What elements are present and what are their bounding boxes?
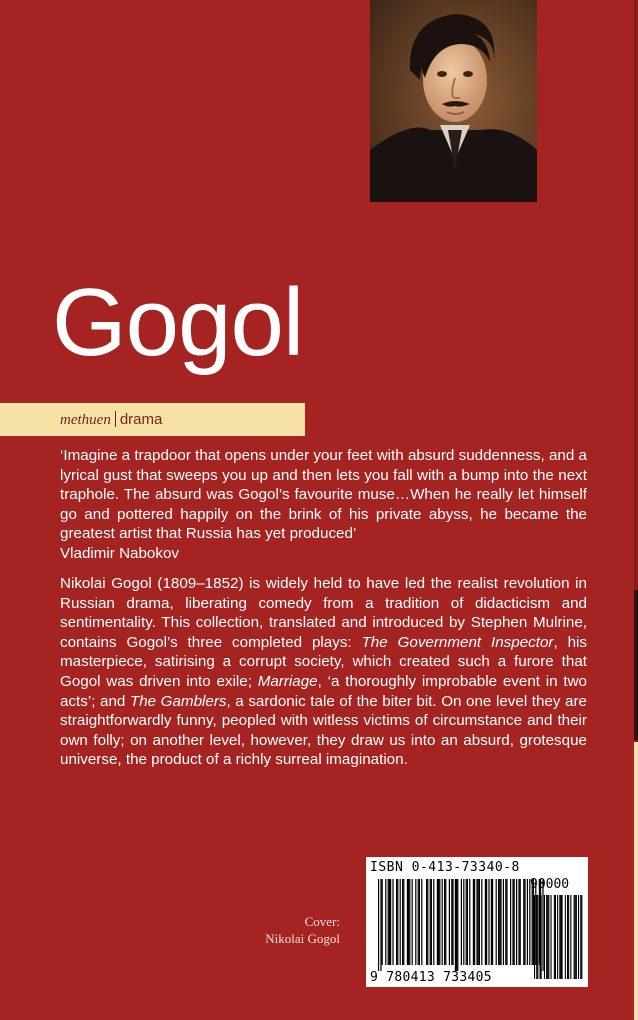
barcode-addon-bar [568, 895, 569, 979]
barcode-bar [402, 879, 403, 965]
barcode-bar [514, 879, 515, 965]
barcode-addon-bar [554, 895, 555, 979]
portrait-image [370, 0, 537, 202]
barcode-addon-bar [547, 895, 548, 979]
barcode-bar [461, 879, 462, 965]
barcode-bar [510, 879, 511, 965]
barcode-bar [506, 879, 507, 965]
barcode-bar [390, 879, 391, 965]
barcode-bar [456, 879, 457, 971]
quote-author: Vladimir Nabokov [60, 544, 180, 562]
barcode-bar [430, 879, 431, 965]
barcode-bar [512, 879, 513, 965]
quote-block [60, 446, 587, 564]
barcode-bar [442, 879, 443, 965]
adjacent-cover-edge-light [634, 742, 638, 1020]
barcode-bar [481, 879, 482, 965]
barcode-bar [527, 879, 528, 965]
barcode-bar [409, 879, 410, 965]
barcode-bar [499, 879, 500, 965]
barcode-bar [496, 879, 497, 965]
barcode-bar [427, 879, 428, 965]
barcode-bar [380, 879, 381, 971]
barcode-bar [451, 879, 452, 965]
barcode-addon-bar [567, 895, 568, 979]
barcode-bar [524, 879, 525, 965]
barcode-bar [476, 879, 477, 965]
barcode-bar [486, 879, 487, 965]
play-title-gamblers: The Gamblers [129, 692, 227, 710]
barcode-bar [473, 879, 474, 965]
barcode-addon-bar [537, 895, 538, 979]
barcode-box [366, 857, 588, 987]
barcode-bar [520, 879, 521, 965]
description-part-3: , ‘a thoroughly improbable event in two acts’; and [60, 672, 587, 710]
cover-credit-label: Cover: [304, 914, 340, 929]
barcode-bar [542, 879, 543, 971]
book-title: Gogol [52, 269, 304, 376]
publisher-divider [115, 411, 116, 427]
barcode-bar [415, 879, 416, 965]
barcode-addon-bar [576, 895, 577, 979]
barcode-addon-bar [580, 895, 581, 979]
barcode-bar [455, 879, 456, 971]
barcode-bar [426, 879, 427, 965]
author-portrait [370, 0, 537, 202]
barcode-bar [491, 879, 492, 965]
barcode-bar [382, 879, 383, 965]
quote-text: ‘Imagine a trapdoor that opens under your feet with absurd suddenness, and a lyrical gust that sweeps you up and then lets you fall with a bump into the next traphole. The absurd was Gogol’s favourite muse…When he really let himself go and pottered happily on the brink of his private abyss, he became the greatest artist that Russia has yet produced’ [60, 447, 587, 543]
description-part-2: , his masterpiece, satirising a corrupt society, which created such a furore that Gogol was driven into exile; [60, 633, 588, 690]
barcode-addon-bar [536, 895, 537, 979]
barcode-bar [503, 879, 504, 965]
barcode-bar [433, 879, 434, 965]
barcode-bar [463, 879, 464, 965]
barcode-bar [419, 879, 420, 965]
barcode-bar [469, 879, 470, 965]
publisher-brand: methuen [60, 412, 111, 428]
barcode-addon-bar [565, 895, 566, 979]
cover-credit [230, 913, 340, 947]
barcode-bar [518, 879, 519, 965]
barcode-bar [516, 879, 517, 965]
barcode-addon-number: 90000 [530, 877, 570, 892]
barcode-addon-bar [540, 895, 541, 979]
barcode-bar [437, 879, 438, 965]
barcode-bar [479, 879, 480, 965]
barcode-bar [498, 879, 499, 965]
barcode-bar [412, 879, 413, 965]
barcode-bar [466, 879, 467, 965]
barcode-addon-bar [578, 895, 579, 979]
barcode-bar [488, 879, 489, 965]
barcode-bar [445, 879, 446, 965]
barcode-bar [421, 879, 422, 965]
barcode-bar [431, 879, 432, 965]
barcode-addon-bar [560, 895, 561, 979]
barcode-bar [505, 879, 506, 965]
description-part-1: Nikolai Gogol (1809–1852) is widely held to have led the realist revolution in Russian drama, liberating comedy from a tradition of didacticism and sentimentality. This collection, translated and introduced by Stephen Mulrine, contains Gogol’s three completed plays: [60, 575, 587, 651]
barcode-bar [523, 879, 524, 965]
barcode-bar [385, 879, 386, 965]
barcode-addon-bar [546, 895, 547, 979]
barcode-bar [457, 879, 458, 971]
barcode-addon-bar [557, 895, 558, 979]
play-title-government-inspector: The Government Inspector [361, 633, 554, 651]
play-title-marriage: Marriage [257, 672, 318, 690]
barcode-addon-bar [581, 895, 582, 979]
description-part-4: , a sardonic tale of the biter bit. On one level they are straightforwardly funny, peopled with witless victims of circumstance and their own folly; on another level, however, they draw us into an absurd, grotesque universe, the product of a richly surreal imagination. [60, 692, 587, 769]
barcode-bar [449, 879, 450, 965]
barcode-bar [378, 879, 379, 971]
book-description [60, 574, 587, 770]
barcode-bar [418, 879, 419, 965]
barcode-bar [478, 879, 479, 965]
barcode-bar [400, 879, 401, 965]
barcode-ean-number: 9 780413 733405 [370, 970, 492, 985]
barcode-bar [403, 879, 404, 965]
barcode-addon-bar [570, 895, 571, 979]
barcode-bar [392, 879, 393, 965]
barcode-addon-bar [575, 895, 576, 979]
barcode-bar [397, 879, 398, 965]
barcode-addon-bar [562, 895, 563, 979]
barcode-bar [396, 879, 397, 965]
barcode-addon-bar [544, 895, 545, 979]
barcode-bar [452, 879, 453, 965]
barcode-bar [389, 879, 390, 965]
barcode-bar [485, 879, 486, 965]
barcode-addon-bar [541, 895, 542, 979]
publisher-bar [0, 403, 305, 436]
publisher-imprint: drama [119, 411, 163, 428]
barcode-bar [438, 879, 439, 965]
barcode-bar [474, 879, 475, 965]
barcode-addon-bar [551, 895, 552, 979]
barcode-bar [492, 879, 493, 965]
barcode-bar [500, 879, 501, 965]
barcode-bar [408, 879, 409, 965]
publisher-logo [60, 403, 162, 437]
barcode-addon-bar [559, 895, 560, 979]
barcode-bar [439, 879, 440, 965]
barcode-bar [407, 879, 408, 965]
barcode-addon-bar [555, 895, 556, 979]
barcode-bar [467, 879, 468, 965]
barcode-addon-bar [574, 895, 575, 979]
barcode-bar [444, 879, 445, 965]
isbn-label: ISBN 0-413-73340-8 [370, 860, 520, 875]
cover-credit-subject: Nikolai Gogol [265, 931, 340, 946]
barcode-bar [388, 879, 389, 965]
barcode-addon-bar [548, 895, 549, 979]
adjacent-cover-edge-dark [634, 590, 638, 740]
barcode-addon-bar [534, 895, 535, 979]
